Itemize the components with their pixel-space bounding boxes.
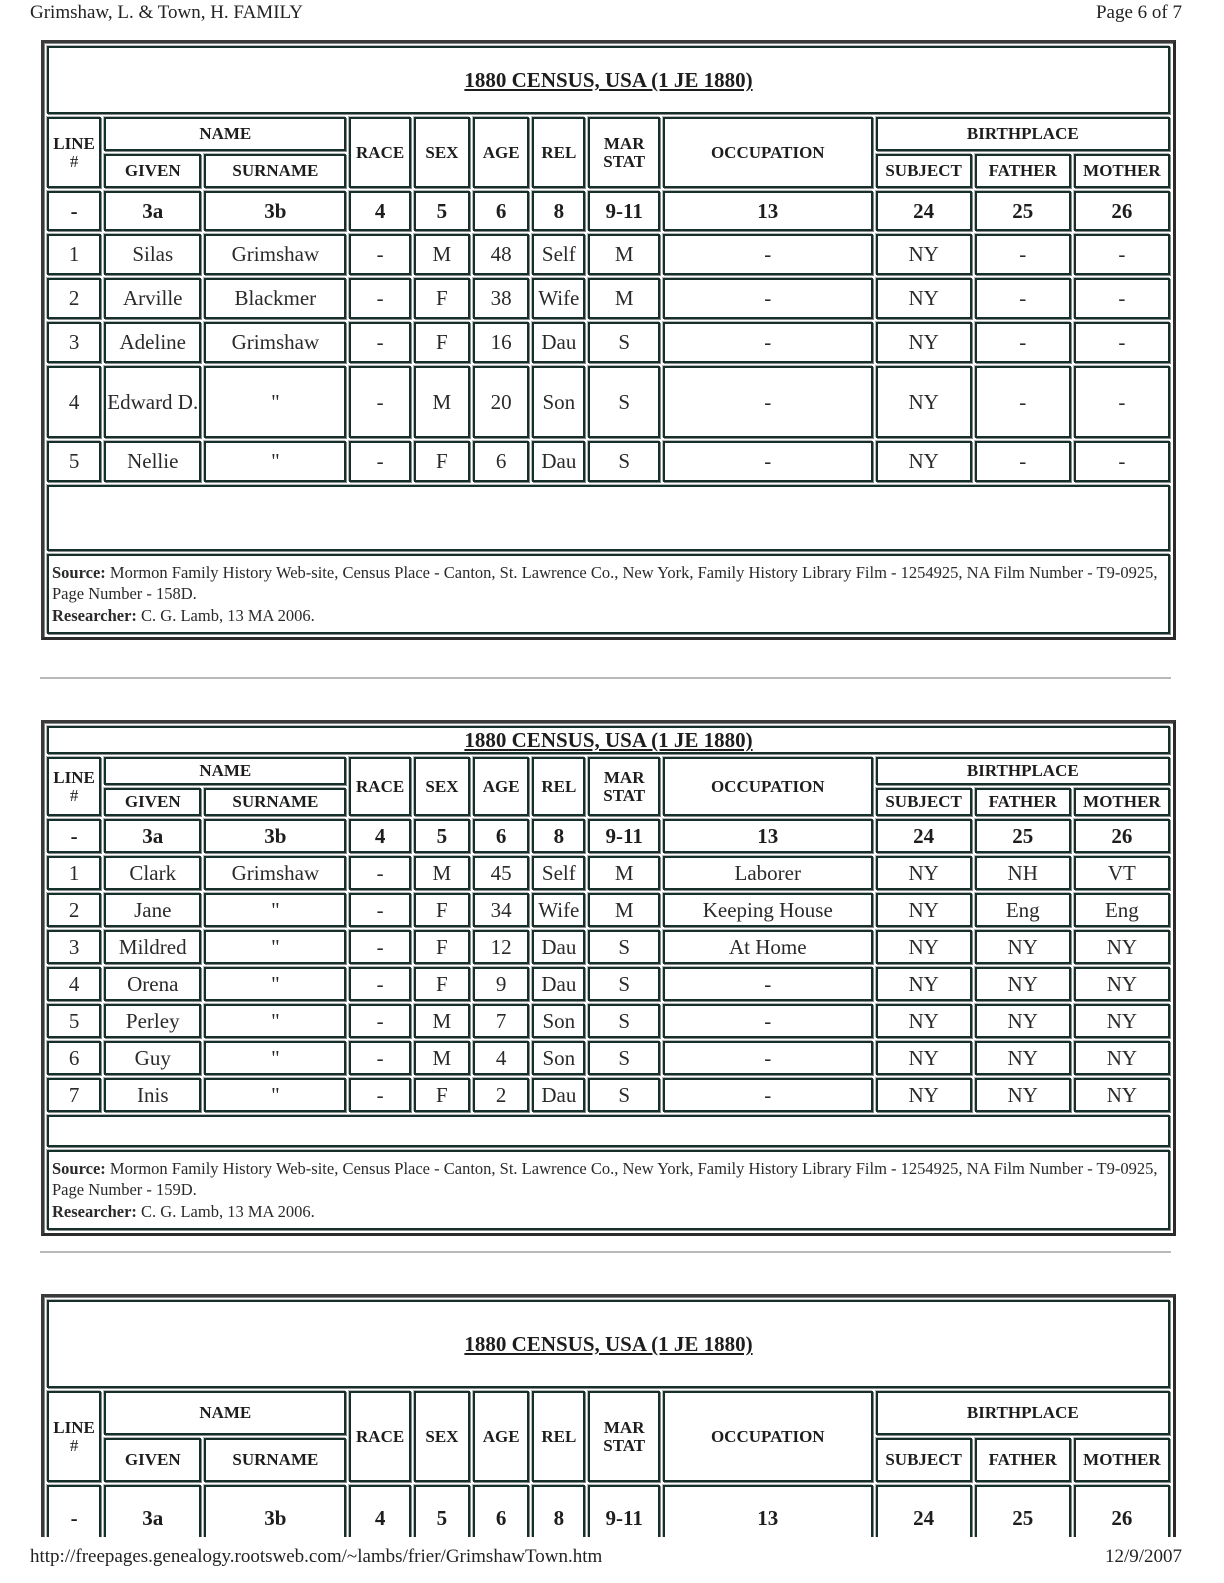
age: 16 (473, 322, 529, 363)
table-row (47, 967, 1170, 1001)
header-line-number (47, 1391, 101, 1482)
column-number: 6 (473, 1485, 529, 1537)
table-row (47, 856, 1170, 890)
column-number: 5 (414, 819, 470, 853)
header-hash-label: # (69, 1435, 79, 1455)
header-hash-label: # (69, 151, 79, 171)
print-date: 12/9/2007 (1104, 1546, 1182, 1567)
surname: Grimshaw (204, 234, 346, 275)
birthplace-mother: Eng (1074, 893, 1170, 927)
given-name: Nellie (104, 441, 201, 482)
marital-status: S (588, 1041, 660, 1075)
column-number: 6 (473, 191, 529, 231)
occupation: - (663, 967, 873, 1001)
header-mar-stat (588, 117, 660, 188)
age: 34 (473, 893, 529, 927)
marital-status: S (588, 967, 660, 1001)
sex: F (414, 278, 470, 319)
header-line-label: LINE (53, 767, 95, 787)
source-note (47, 554, 1170, 634)
column-number: 24 (876, 191, 972, 231)
birthplace-subject: NY (876, 1041, 972, 1075)
marital-status: M (588, 893, 660, 927)
source-note (47, 1150, 1170, 1230)
birthplace-father: - (975, 234, 1071, 275)
sex: M (414, 1041, 470, 1075)
birthplace-father: - (975, 322, 1071, 363)
birthplace-subject: NY (876, 322, 972, 363)
occupation: - (663, 441, 873, 482)
column-number: 9-11 (588, 191, 660, 231)
given-name: Orena (104, 967, 201, 1001)
surname: Grimshaw (204, 856, 346, 890)
birthplace-mother: - (1074, 441, 1170, 482)
blank-row (47, 485, 1170, 551)
given-name: Edward D. (104, 366, 201, 438)
page-footer (30, 1546, 1182, 1568)
column-number: 25 (975, 1485, 1071, 1537)
header-birthplace: BIRTHPLACE (876, 117, 1170, 151)
birthplace-father: NY (975, 1041, 1071, 1075)
relation: Wife (532, 893, 585, 927)
header-line-label: LINE (53, 133, 95, 153)
marital-status: S (588, 930, 660, 964)
given-name: Adeline (104, 322, 201, 363)
document-title: Grimshaw, L. & Town, H. FAMILY (30, 2, 303, 23)
birthplace-subject: NY (876, 1004, 972, 1038)
census-table-3 (41, 1294, 1176, 1537)
surname: " (204, 366, 346, 438)
race: - (349, 278, 410, 319)
race: - (349, 930, 410, 964)
age: 4 (473, 1041, 529, 1075)
header-rel: REL (532, 1391, 585, 1482)
age: 2 (473, 1078, 529, 1112)
header-mar-label: MAR (603, 133, 645, 153)
header-race: RACE (349, 757, 410, 816)
surname: " (204, 967, 346, 1001)
column-number: 4 (349, 191, 410, 231)
header-mar-label: MAR (603, 1417, 645, 1437)
occupation: - (663, 278, 873, 319)
relation: Son (532, 366, 585, 438)
source-url[interactable]: http://freepages.genealogy.rootsweb.com/~lambs/frier/GrimshawTown.htm (30, 1546, 603, 1567)
header-line-label: LINE (53, 1417, 95, 1437)
birthplace-mother: VT (1074, 856, 1170, 890)
source-label: Source: (52, 1159, 106, 1178)
column-number: 26 (1074, 1485, 1170, 1537)
census-title: 1880 CENSUS, USA (1 JE 1880) (47, 46, 1170, 114)
header-occupation: OCCUPATION (663, 117, 873, 188)
given-name: Mildred (104, 930, 201, 964)
header-occupation: OCCUPATION (663, 757, 873, 816)
occupation: - (663, 234, 873, 275)
header-rel: REL (532, 757, 585, 816)
line-number: 1 (47, 856, 101, 890)
marital-status: S (588, 1078, 660, 1112)
header-subject: SUBJECT (876, 154, 972, 188)
header-surname: SURNAME (204, 154, 346, 188)
relation: Son (532, 1041, 585, 1075)
source-label: Source: (52, 563, 106, 582)
column-number: 9-11 (588, 1485, 660, 1537)
header-father: FATHER (975, 788, 1071, 816)
header-age: AGE (473, 1391, 529, 1482)
surname: " (204, 893, 346, 927)
race: - (349, 967, 410, 1001)
given-name: Inis (104, 1078, 201, 1112)
surname: Blackmer (204, 278, 346, 319)
line-number: 2 (47, 278, 101, 319)
relation: Wife (532, 278, 585, 319)
surname: " (204, 1078, 346, 1112)
birthplace-father: NY (975, 930, 1071, 964)
relation: Dau (532, 967, 585, 1001)
birthplace-subject: NY (876, 366, 972, 438)
marital-status: S (588, 1004, 660, 1038)
header-line-number (47, 117, 101, 188)
sex: M (414, 856, 470, 890)
relation: Dau (532, 322, 585, 363)
birthplace-subject: NY (876, 1078, 972, 1112)
column-number: 8 (532, 191, 585, 231)
table-row (47, 1004, 1170, 1038)
line-number: 3 (47, 322, 101, 363)
column-number: 13 (663, 819, 873, 853)
table-row (47, 366, 1170, 438)
relation: Dau (532, 930, 585, 964)
header-stat-label: STAT (603, 151, 646, 171)
column-number: 25 (975, 819, 1071, 853)
age: 20 (473, 366, 529, 438)
header-given: GIVEN (104, 1438, 201, 1482)
census-title: 1880 CENSUS, USA (1 JE 1880) (47, 1300, 1170, 1388)
table-row (47, 930, 1170, 964)
column-number: - (47, 819, 101, 853)
relation: Dau (532, 1078, 585, 1112)
given-name: Silas (104, 234, 201, 275)
line-number: 3 (47, 930, 101, 964)
birthplace-subject: NY (876, 930, 972, 964)
header-race: RACE (349, 1391, 410, 1482)
header-occupation: OCCUPATION (663, 1391, 873, 1482)
column-number: 5 (414, 191, 470, 231)
column-number: - (47, 1485, 101, 1537)
researcher-text: C. G. Lamb, 13 MA 2006. (141, 605, 315, 625)
column-number: 3a (104, 191, 201, 231)
marital-status: M (588, 278, 660, 319)
birthplace-subject: NY (876, 234, 972, 275)
marital-status: M (588, 856, 660, 890)
race: - (349, 234, 410, 275)
line-number: 7 (47, 1078, 101, 1112)
age: 45 (473, 856, 529, 890)
page-header (30, 2, 1182, 24)
blank-row (47, 1115, 1170, 1147)
birthplace-subject: NY (876, 856, 972, 890)
surname: " (204, 930, 346, 964)
age: 38 (473, 278, 529, 319)
sex: F (414, 930, 470, 964)
birthplace-father: NY (975, 967, 1071, 1001)
line-number: 5 (47, 1004, 101, 1038)
header-mother: MOTHER (1074, 1438, 1170, 1482)
birthplace-father: - (975, 441, 1071, 482)
given-name: Perley (104, 1004, 201, 1038)
race: - (349, 441, 410, 482)
given-name: Arville (104, 278, 201, 319)
birthplace-father: NY (975, 1078, 1071, 1112)
researcher-label: Researcher: (52, 1201, 137, 1221)
line-number: 1 (47, 234, 101, 275)
column-number: 26 (1074, 191, 1170, 231)
column-number: 3a (104, 819, 201, 853)
table-row (47, 278, 1170, 319)
marital-status: S (588, 322, 660, 363)
occupation: - (663, 1078, 873, 1112)
birthplace-mother: NY (1074, 1004, 1170, 1038)
surname: " (204, 441, 346, 482)
birthplace-mother: - (1074, 234, 1170, 275)
header-sex: SEX (414, 1391, 470, 1482)
source-text: Mormon Family History Web-site, Census Place - Canton, St. Lawrence Co., New York, Family History Library Film - 1254925, NA Film Number - T9-0925, Page Number - 158D. (52, 563, 1158, 604)
column-number: 13 (663, 1485, 873, 1537)
source-text: Mormon Family History Web-site, Census Place - Canton, St. Lawrence Co., New York, Family History Library Film - 1254925, NA Film Number - T9-0925, Page Number - 159D. (52, 1159, 1158, 1200)
census-table-2 (41, 720, 1176, 1236)
sex: F (414, 893, 470, 927)
table-row (47, 441, 1170, 482)
header-rel: REL (532, 117, 585, 188)
age: 7 (473, 1004, 529, 1038)
race: - (349, 1004, 410, 1038)
header-mother: MOTHER (1074, 788, 1170, 816)
birthplace-father: Eng (975, 893, 1071, 927)
race: - (349, 366, 410, 438)
table-row (47, 234, 1170, 275)
header-subject: SUBJECT (876, 1438, 972, 1482)
birthplace-subject: NY (876, 893, 972, 927)
birthplace-father: - (975, 278, 1071, 319)
column-number: 8 (532, 819, 585, 853)
table-row (47, 1078, 1170, 1112)
census-table-1 (41, 40, 1176, 640)
birthplace-mother: - (1074, 278, 1170, 319)
birthplace-father: - (975, 366, 1071, 438)
column-number: 3a (104, 1485, 201, 1537)
sex: F (414, 1078, 470, 1112)
occupation: At Home (663, 930, 873, 964)
birthplace-mother: - (1074, 322, 1170, 363)
header-mar-label: MAR (603, 767, 645, 787)
header-name: NAME (104, 1391, 346, 1435)
column-number: 13 (663, 191, 873, 231)
horizontal-rule (40, 1251, 1171, 1253)
occupation: - (663, 1041, 873, 1075)
column-number: 24 (876, 819, 972, 853)
birthplace-subject: NY (876, 441, 972, 482)
race: - (349, 1041, 410, 1075)
line-number: 4 (47, 967, 101, 1001)
birthplace-father: NY (975, 1004, 1071, 1038)
header-surname: SURNAME (204, 788, 346, 816)
column-number: 4 (349, 1485, 410, 1537)
birthplace-mother: NY (1074, 967, 1170, 1001)
occupation: Laborer (663, 856, 873, 890)
birthplace-mother: NY (1074, 1041, 1170, 1075)
header-mother: MOTHER (1074, 154, 1170, 188)
line-number: 5 (47, 441, 101, 482)
line-number: 4 (47, 366, 101, 438)
header-age: AGE (473, 117, 529, 188)
header-surname: SURNAME (204, 1438, 346, 1482)
age: 12 (473, 930, 529, 964)
column-number: 26 (1074, 819, 1170, 853)
birthplace-mother: NY (1074, 930, 1170, 964)
sex: M (414, 234, 470, 275)
relation: Dau (532, 441, 585, 482)
race: - (349, 856, 410, 890)
given-name: Guy (104, 1041, 201, 1075)
relation: Self (532, 856, 585, 890)
sex: F (414, 322, 470, 363)
birthplace-mother: - (1074, 366, 1170, 438)
sex: F (414, 441, 470, 482)
surname: " (204, 1041, 346, 1075)
birthplace-father: NH (975, 856, 1071, 890)
relation: Self (532, 234, 585, 275)
race: - (349, 1078, 410, 1112)
column-number: 8 (532, 1485, 585, 1537)
header-father: FATHER (975, 1438, 1071, 1482)
header-race: RACE (349, 117, 410, 188)
header-hash-label: # (69, 785, 79, 805)
page-number: Page 6 of 7 (1095, 2, 1182, 23)
birthplace-subject: NY (876, 278, 972, 319)
sex: F (414, 967, 470, 1001)
table-row (47, 1041, 1170, 1075)
column-number: 6 (473, 819, 529, 853)
census-title: 1880 CENSUS, USA (1 JE 1880) (47, 726, 1170, 754)
horizontal-rule (40, 677, 1171, 679)
header-subject: SUBJECT (876, 788, 972, 816)
column-number: 3b (204, 1485, 346, 1537)
relation: Son (532, 1004, 585, 1038)
given-name: Jane (104, 893, 201, 927)
header-father: FATHER (975, 154, 1071, 188)
column-number: 24 (876, 1485, 972, 1537)
marital-status: S (588, 441, 660, 482)
header-given: GIVEN (104, 154, 201, 188)
marital-status: M (588, 234, 660, 275)
line-number: 2 (47, 893, 101, 927)
header-name: NAME (104, 757, 346, 785)
sex: M (414, 1004, 470, 1038)
surname: " (204, 1004, 346, 1038)
header-stat-label: STAT (603, 1435, 646, 1455)
column-number: - (47, 191, 101, 231)
marital-status: S (588, 366, 660, 438)
header-line-number (47, 757, 101, 816)
header-age: AGE (473, 757, 529, 816)
given-name: Clark (104, 856, 201, 890)
race: - (349, 893, 410, 927)
header-sex: SEX (414, 117, 470, 188)
header-birthplace: BIRTHPLACE (876, 757, 1170, 785)
header-birthplace: BIRTHPLACE (876, 1391, 1170, 1435)
table-row (47, 893, 1170, 927)
age: 6 (473, 441, 529, 482)
line-number: 6 (47, 1041, 101, 1075)
header-sex: SEX (414, 757, 470, 816)
header-given: GIVEN (104, 788, 201, 816)
column-number: 9-11 (588, 819, 660, 853)
column-number: 3b (204, 191, 346, 231)
table-row (47, 322, 1170, 363)
header-mar-stat (588, 757, 660, 816)
surname: Grimshaw (204, 322, 346, 363)
age: 9 (473, 967, 529, 1001)
occupation: - (663, 1004, 873, 1038)
occupation: - (663, 322, 873, 363)
header-name: NAME (104, 117, 346, 151)
occupation: Keeping House (663, 893, 873, 927)
birthplace-mother: NY (1074, 1078, 1170, 1112)
header-stat-label: STAT (603, 785, 646, 805)
column-number: 3b (204, 819, 346, 853)
race: - (349, 322, 410, 363)
column-number: 4 (349, 819, 410, 853)
column-number: 25 (975, 191, 1071, 231)
column-number: 5 (414, 1485, 470, 1537)
occupation: - (663, 366, 873, 438)
researcher-text: C. G. Lamb, 13 MA 2006. (141, 1201, 315, 1221)
researcher-label: Researcher: (52, 605, 137, 625)
age: 48 (473, 234, 529, 275)
sex: M (414, 366, 470, 438)
birthplace-subject: NY (876, 967, 972, 1001)
header-mar-stat (588, 1391, 660, 1482)
